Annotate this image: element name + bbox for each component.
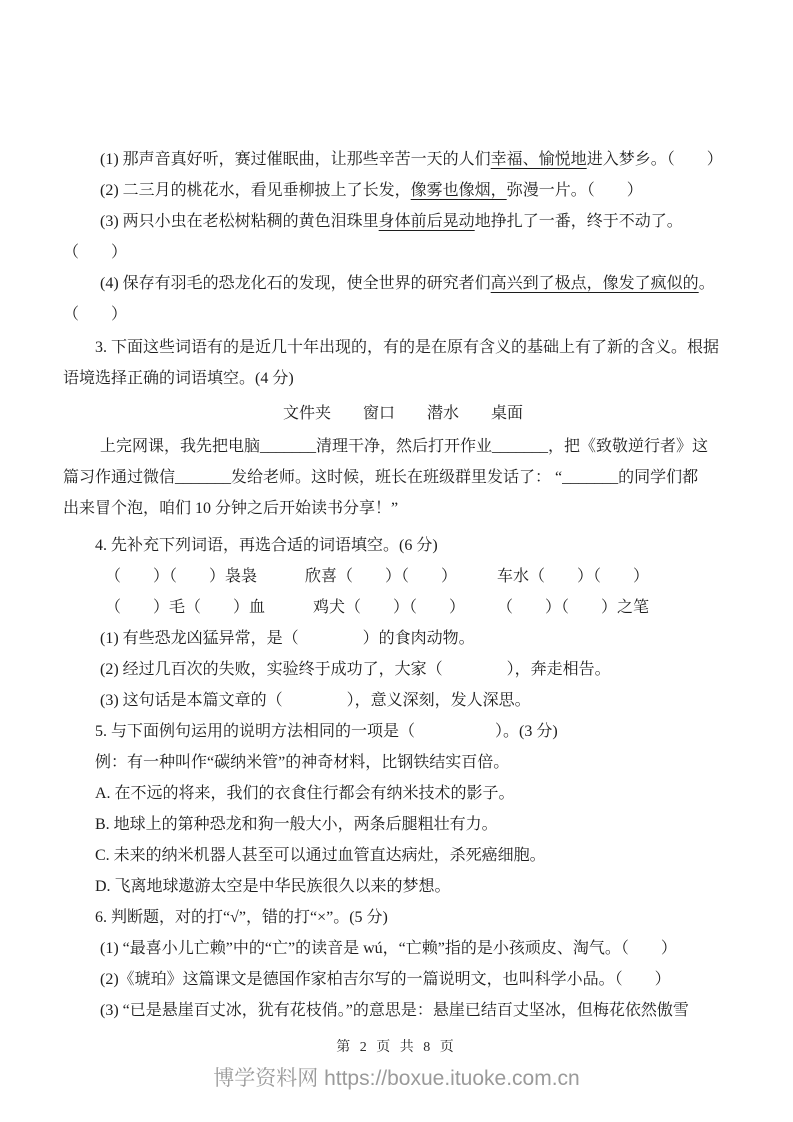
q2-item-1-pre: (1) 那声音真好听，赛过催眠曲，让那些辛苦一天的人们 — [100, 151, 491, 168]
q2-item-2 — [63, 175, 743, 206]
q4-item-3: (3) 这句话是本篇文章的（ ），意义深刻，发人深思。 — [100, 692, 531, 709]
q2-item-2-post: 弥漫一片。（ ） — [506, 182, 643, 199]
q2-item-1-underlined: 幸福、愉悦地 — [490, 151, 587, 168]
q3-word-bank: 文件夹 窗口 潜水 桌面 — [282, 405, 523, 422]
q2-item-3-answer-blank: （ ） — [63, 244, 128, 261]
exam-body — [63, 144, 743, 1026]
q2-item-3-pre: (3) 两只小虫在老松树粘稠的黄色泪珠里 — [100, 213, 379, 230]
q2-item-1-post: 进入梦乡。（ ） — [586, 151, 723, 168]
q2-item-1 — [63, 144, 743, 175]
q4-word-row-1: （ ）（ ）袅袅 欣喜（ ）（ ） 车水（ ）（ ） — [105, 568, 650, 585]
q6-stem: 6. 判断题，对的打“√”，错的打“×”。(5 分) — [95, 909, 388, 926]
q2-item-4-underlined: 高兴到了极点，像发了疯似的 — [490, 275, 699, 292]
q4-item-2: (2) 经过几百次的失败，实验终于成功了，大家（ ），奔走相告。 — [100, 661, 611, 678]
q2-item-3-post: 地挣扎了一番，终于不动了。 — [474, 213, 683, 230]
q4-word-row-2: （ ）毛（ ）血 鸡犬（ ）（ ） （ ）（ ）之笔 — [105, 599, 650, 616]
q3-passage-line-3: 出来冒个泡，咱们 10 分钟之后开始读书分享！” — [63, 500, 399, 517]
q2-item-3 — [63, 206, 743, 237]
q3-passage-line-2: 篇习作通过微信_______发给老师。这时候，班长在班级群里发话了： “_______的同学们都 — [63, 469, 699, 486]
q5-option-a: A. 在不远的将来，我们的衣食住行都会有纳米技术的影子。 — [95, 785, 515, 802]
q5-option-c: C. 未来的纳米机器人甚至可以通过血管直达病灶，杀死癌细胞。 — [95, 847, 546, 864]
q3-stem-line-1: 3. 下面这些词语有的是近几十年出现的，有的是在原有含义的基础上有了新的含义。根据 — [95, 339, 720, 356]
q5-example: 例：有一种叫作“碳纳米管”的神奇材料，比钢铁结实百倍。 — [95, 754, 510, 771]
q5-stem: 5. 与下面例句运用的说明方法相同的一项是（ ）。(3 分) — [95, 723, 558, 740]
q2-item-4-post: 。 — [698, 275, 715, 292]
q3-stem-line-2: 语境选择正确的词语填空。(4 分) — [63, 370, 294, 387]
q6-item-1: (1) “最喜小儿亡赖”中的“亡”的读音是 wú，“亡赖”指的是小孩顽皮、淘气。（ ） — [100, 940, 677, 957]
page-number: 第 2 页 共 8 页 — [336, 1040, 457, 1055]
q4-item-1: (1) 有些恐龙凶猛异常，是（ ）的食肉动物。 — [100, 630, 475, 647]
q6-item-3: (3) “已是悬崖百丈冰，犹有花枝俏。”的意思是：悬崖已结百丈坚冰，但梅花依然傲雪 — [100, 1002, 689, 1019]
q2-item-2-underlined: 像雾也像烟， — [410, 182, 507, 199]
q2-item-4-answer-blank: （ ） — [63, 306, 128, 323]
q2-item-3-underlined: 身体前后晃动 — [378, 213, 475, 230]
q5-option-d: D. 飞离地球遨游太空是中华民族很久以来的梦想。 — [95, 878, 451, 895]
q4-stem: 4. 先补充下列词语，再选合适的词语填空。(6 分) — [95, 537, 438, 554]
q2-item-2-pre: (2) 二三月的桃花水，看见垂柳披上了长发， — [100, 182, 411, 199]
watermark-source-url: 博学资料网 https://boxue.ituoke.com.cn — [213, 1067, 580, 1090]
q2-item-4 — [63, 268, 743, 299]
q5-option-b: B. 地球上的第种恐龙和狗一般大小，两条后腿粗壮有力。 — [95, 816, 498, 833]
q6-item-2: (2)《琥珀》这篇课文是德国作家柏吉尔写的一篇说明文，也叫科学小品。（ ） — [100, 971, 671, 988]
q2-item-4-pre: (4) 保存有羽毛的恐龙化石的发现，使全世界的研究者们 — [100, 275, 491, 292]
q3-passage-line-1: 上完网课，我先把电脑_______清理干净，然后打开作业_______，把《致敬逆行者》这 — [100, 438, 709, 455]
